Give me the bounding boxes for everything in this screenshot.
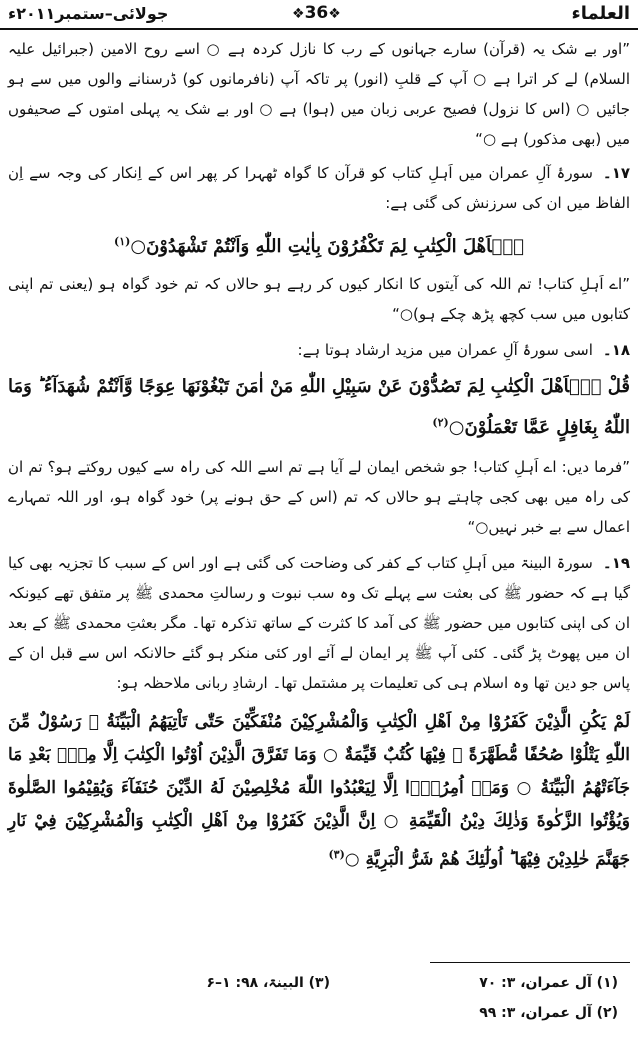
section-19-number: ۱۹۔: [602, 554, 630, 572]
section-19-text: سورۃ البینۃ میں اَہلِ کتاب کے کفر کی وضاحت کی گئی ہے اور اس کے سبب کا تجزیہ بھی کیا گیا ہے کہ حضور ﷺ کی بعثت سے پہلے تک وہ سب نبوت و رسالتِ محمدی ﷺ پر متفق تھے کیونکہ ان کی اپنی کتابوں میں حضور ﷺ کی آمد کا کثرت کے ساتھ تذکرہ تھا۔ مگر بعثتِ محمدی ﷺ کے بعد ان میں پھوٹ پڑ گئی۔ کئی آپ ﷺ پر ایمان لے آئے اور کئی منکر ہو گئے حالانکہ اس سے قبل ان کے پاس جو دین تھا وہ اسلام ہی کی تعلیمات پر مشتمل تھا۔ ارشادِ ربانی ملاحظہ ہو:: [8, 554, 630, 692]
page-body: [8, 34, 630, 877]
footnote-divider: [430, 962, 630, 963]
section-17-number: ۱۷۔: [602, 164, 631, 182]
section-18-number: ۱۸۔: [602, 341, 630, 359]
section-18-text: اسی سورۂ آلِ عمران میں مزید ارشاد ہوتا ہے:: [297, 341, 593, 359]
section-18: [8, 335, 630, 365]
footnote-row-2: [8, 998, 630, 1028]
ayah-1-ref: (۱): [114, 235, 131, 248]
ayah-2-ref: (۲): [432, 416, 449, 429]
footnote-3: (۳) البینۃ، ۹۸: ۱–۶: [206, 975, 330, 991]
quote-translation: ”اور بے شک یہ (قرآن) سارے جہانوں کے رب کا نازل کردہ ہے ○ اسے روح الامین (جبرائیل علیہ السلام) لے کر اترا ہے ○ آپ کے قلبِ (انور) پر تاکہ آپ (نافرمانوں کو) ڈرسنانے والوں میں سے ہو جائیں ○ (اس کا نزول) فصیح عربی زبان میں (ہوا) ہے ○ اور بے شک یہ پہلی امتوں کے صحیفوں میں (بھی مذکور) ہے ○“: [8, 40, 630, 148]
section-17-text: سورۂ آلِ عمران میں اَہلِ کتاب کو قرآن کا گواہ ٹھہرا کر پھر اس کے اِنکار کی وجہ سے اِن الفاظ میں ان کی سرزنش کی گئی ہے:: [8, 164, 630, 212]
ornament-left-icon: ❖: [292, 6, 305, 22]
issue-date: جولائی–ستمبر۲۰۱۱ء: [8, 4, 169, 23]
page-number-value: 36: [304, 3, 329, 23]
translation-1: ”اے اَہلِ کتاب! تم اللہ کی آیتوں کا انکار کیوں کر رہے ہو حالاں کہ تم خود گواہ ہو (یعنی تم اپنی کتابوں میں سب کچھ پڑھ چکے ہو)○“: [8, 275, 630, 323]
ayah-1: [8, 224, 630, 265]
ayah-3: [8, 706, 630, 877]
section-17: [8, 158, 630, 218]
ornament-right-icon: ❖: [328, 6, 341, 22]
footnote-1: (۱) آل عمران، ۳: ۷۰: [479, 975, 618, 991]
footnote-row-1: [8, 968, 630, 998]
footnote-2: (۲) آل عمران، ۳: ۹۹: [479, 1005, 618, 1021]
translation-2: ”فرما دیں: اے اَہلِ کتاب! جو شخص ایمان لے آیا ہے تم اسے اللہ کی راہ سے کیوں روکتے ہو؟ تم ان کی راہ میں بھی کجی چاہتے ہو حالاں کہ تم (اس کے حق ہونے پر) خود گواہ ہو، اور اللہ تمہارے اعمال سے بے خبر نہیں○“: [8, 458, 630, 536]
ayah-1-text: يٰۤاَهْلَ الْكِتٰبِ لِمَ تَكْفُرُوْنَ بِاٰيٰتِ اللّٰهِ وَاَنْتُمْ تَشْهَدُوْنَ○: [130, 236, 524, 257]
page-header: [0, 0, 638, 30]
ayah-2: [8, 369, 630, 446]
ayah-3-text: لَمْ يَكُنِ الَّذِيْنَ كَفَرُوْا مِنْ اَهْلِ الْكِتٰبِ وَالْمُشْرِكِيْنَ مُنْفَكِّيْنَ حَتّٰى تَاْتِيَهُمُ الْبَيِّنَةُ ۙ رَسُوْلٌ مِّنَ اللّٰهِ يَتْلُوْا صُحُفًا مُّطَهَّرَةً ۙ فِيْهَا كُتُبٌ قَيِّمَةٌ ○ وَمَا تَفَرَّقَ الَّذِيْنَ اُوْتُوا الْكِتٰبَ اِلَّا مِنْۢ بَعْدِ مَا جَآءَتْهُمُ الْبَيِّنَةُ ○ وَمَاۤ اُمِرُوْۤا اِلَّا لِيَعْبُدُوا اللّٰهَ مُخْلِصِيْنَ لَهُ الدِّيْنَ حُنَفَآءَ وَيُقِيْمُوا الصَّلٰوةَ وَيُؤْتُوا الزَّكٰوةَ وَذٰلِكَ دِيْنُ الْقَيِّمَةِ ○ اِنَّ الَّذِيْنَ كَفَرُوْا مِنْ اَهْلِ الْكِتٰبِ وَالْمُشْرِكِيْنَ فِيْ نَارِ جَهَنَّمَ خٰلِدِيْنَ فِيْهَا ؕ اُولٰٓئِكَ هُمْ شَرُّ الْبَرِيَّةِ ○: [8, 712, 630, 870]
ayah-3-ref: (۳): [328, 848, 345, 861]
page-number: [292, 3, 341, 23]
ayah-2-text: قُلْ يٰۤاَهْلَ الْكِتٰبِ لِمَ تَصُدُّوْنَ عَنْ سَبِيْلِ اللّٰهِ مَنْ اٰمَنَ تَبْغُوْنَهَا عِوَجًا وَّاَنْتُمْ شُهَدَآءُ ؕ وَمَا اللّٰهُ بِغَافِلٍ عَمَّا تَعْمَلُوْنَ○: [8, 376, 630, 438]
footnotes: [8, 968, 630, 1028]
section-19: [8, 548, 630, 698]
journal-name: العلماء: [571, 3, 630, 24]
